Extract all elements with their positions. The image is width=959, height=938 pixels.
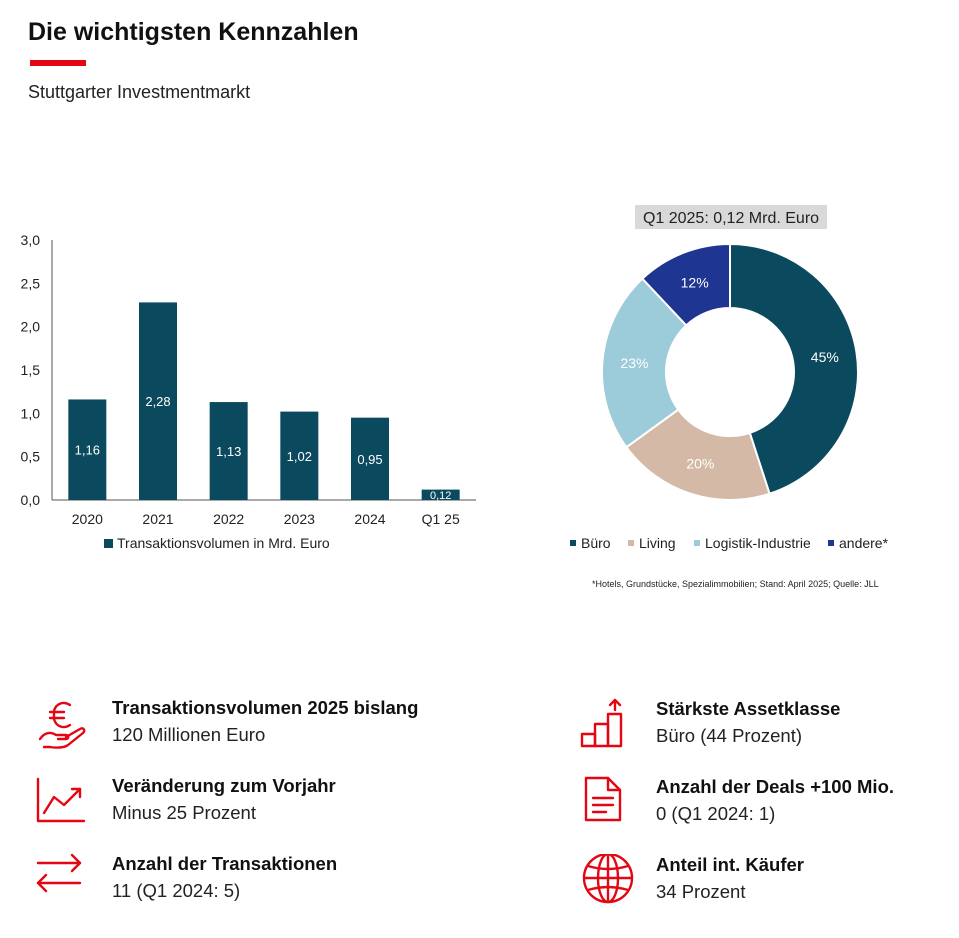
kpi-title: Transaktionsvolumen 2025 bislang [112, 697, 419, 718]
euro-hand-icon [36, 697, 92, 753]
x-tick-label: 2022 [213, 511, 245, 527]
chart-footnote: *Hotels, Grundstücke, Spezialimmobilien; Stand: April 2025; Quelle: JLL [592, 579, 879, 589]
legend-swatch [694, 540, 700, 546]
title-accent-bar [30, 60, 86, 66]
legend-label: Transaktionsvolumen in Mrd. Euro [117, 535, 330, 551]
kpi-title: Anzahl der Deals +100 Mio. [656, 776, 895, 797]
kpi-value: 0 (Q1 2024: 1) [656, 803, 776, 824]
bar-value-label: 1,02 [286, 448, 312, 464]
bar-value-label: 0,95 [357, 451, 383, 467]
x-tick-label: 2023 [283, 511, 315, 527]
legend-label: andere* [839, 535, 889, 551]
legend-swatch [828, 540, 834, 546]
kpi-title: Anteil int. Käufer [656, 854, 805, 875]
slice-value-label: 23% [620, 354, 649, 371]
y-tick-label: 2,0 [20, 318, 40, 335]
x-tick-label: 2020 [71, 511, 103, 527]
legend-label: Logistik-Industrie [705, 535, 811, 551]
kpi-value: Büro (44 Prozent) [656, 725, 803, 746]
legend-label: Büro [581, 535, 611, 551]
legend-label: Living [639, 535, 676, 551]
asset-class-donut-chart [560, 200, 940, 560]
page-subtitle: Stuttgarter Investmentmarkt [28, 82, 251, 102]
kpi-title: Veränderung zum Vorjahr [112, 775, 336, 796]
bar-value-label: 1,13 [216, 444, 242, 460]
legend-swatch [104, 539, 113, 548]
y-tick-label: 0,5 [20, 448, 40, 465]
globe-icon [580, 854, 636, 910]
page-title: Die wichtigsten Kennzahlen [28, 18, 359, 46]
chart-title: Q1 2025: 0,12 Mrd. Euro [642, 210, 820, 227]
slice-value-label: 45% [810, 348, 839, 365]
kpi-value: 34 Prozent [656, 881, 746, 902]
kpi-value: Minus 25 Prozent [112, 802, 256, 823]
x-tick-label: 2021 [142, 511, 174, 527]
y-tick-label: 2,5 [20, 275, 40, 292]
x-tick-label: Q1 25 [421, 511, 460, 527]
x-tick-label: 2024 [354, 511, 386, 527]
legend-swatch [570, 540, 576, 546]
document-icon [580, 776, 636, 832]
kpi-title: Anzahl der Transaktionen [112, 853, 338, 874]
kpi-value: 11 (Q1 2024: 5) [112, 880, 241, 901]
y-tick-label: 1,5 [20, 362, 40, 378]
trend-chart-icon [36, 775, 92, 831]
slice-value-label: 20% [686, 455, 715, 472]
kpi-title: Stärkste Assetklasse [656, 698, 841, 719]
y-tick-label: 1,0 [20, 405, 40, 422]
bar-value-label: 2,28 [145, 394, 171, 410]
kpi-value: 120 Millionen Euro [112, 724, 266, 745]
y-tick-label: 0,0 [20, 492, 40, 508]
exchange-arrows-icon [36, 853, 92, 909]
y-tick-label: 3,0 [20, 232, 40, 248]
bar-value-label: 0,12 [429, 489, 452, 502]
legend-swatch [628, 540, 634, 546]
transaction-volume-bar-chart [0, 220, 500, 560]
bar-value-label: 1,16 [74, 442, 100, 458]
slice-value-label: 12% [680, 274, 709, 291]
bar-steps-arrow-icon [580, 698, 636, 754]
